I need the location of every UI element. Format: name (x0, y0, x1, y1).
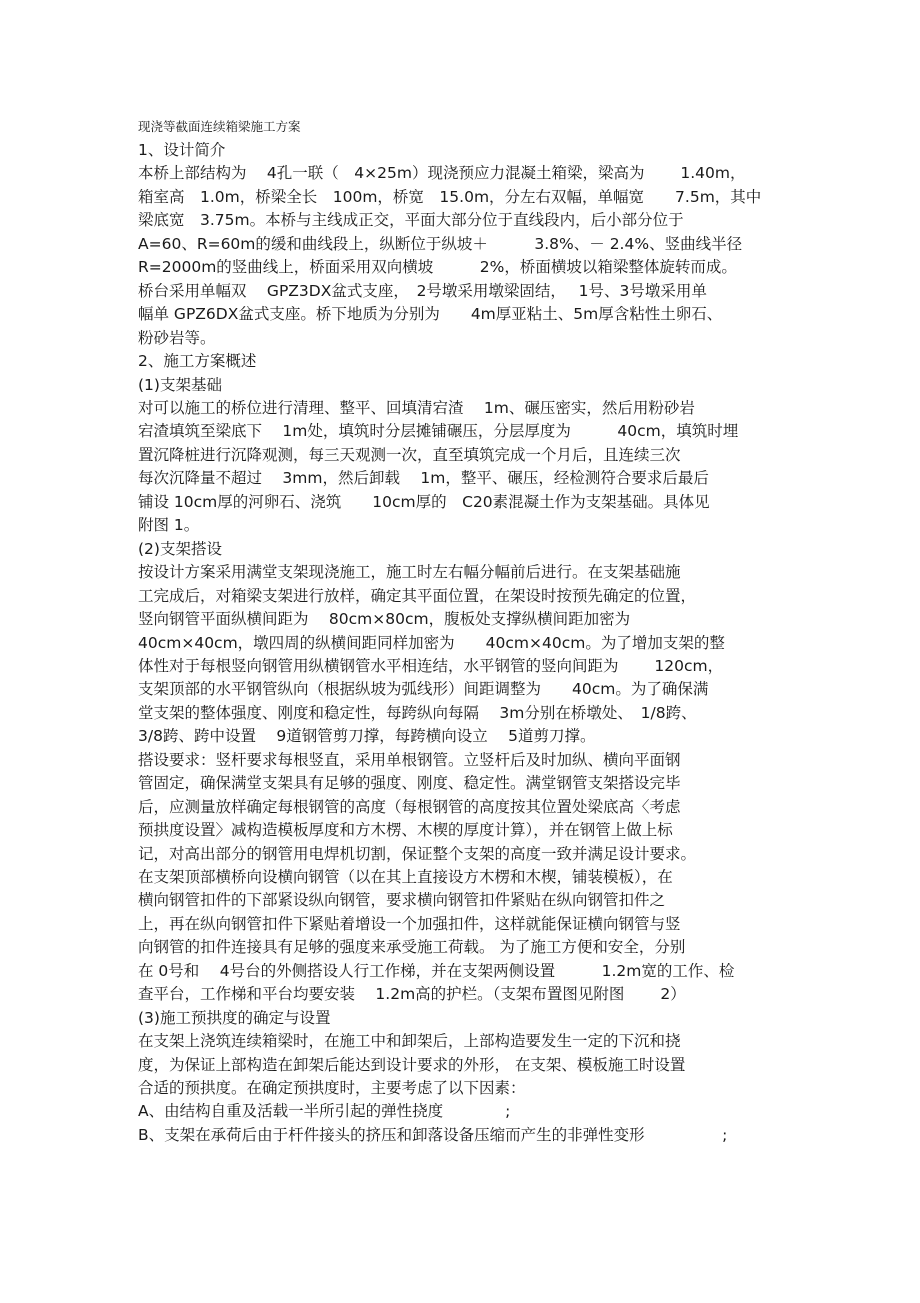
body-line: 搭设要求：竖杆要求每根竖直，采用单根钢管。立竖杆后及时加纵、横向平面钢 (138, 750, 681, 769)
body-line: 后，应测量放样确定每根钢管的高度（每根钢管的高度按其位置处梁底高〈考虑 (138, 797, 681, 816)
body-line: A、由结构自重及活载一半所引起的弹性挠度 ; (138, 1102, 511, 1121)
body-line: 附图 1。 (138, 516, 200, 535)
body-line: 1、设计简介 (138, 141, 226, 159)
body-line: 本桥上部结构为 4孔一联（ 4×25m）现浇预应力混凝土箱梁，梁高为 1.40m， (138, 164, 746, 183)
body-line: (2)支架搭设 (138, 539, 222, 558)
body-line: 管固定，确保满堂支架具有足够的强度、刚度、稳定性。满堂钢管支架搭设完毕 (138, 774, 681, 793)
body-line: 工完成后，对箱梁支架进行放样，确定其平面位置，在架设时按预先确定的位置， (138, 586, 697, 605)
body-line: 竖向钢管平面纵横间距为 80cm×80cm，腹板处支撑纵横间距加密为 (138, 610, 631, 628)
body-line: R=2000m的竖曲线上，桥面采用双向横坡 2%，桥面横坡以箱梁整体旋转而成。 (138, 258, 737, 277)
body-line: 置沉降桩进行沉降观测，每三天观测一次，直至填筑完成一个月后，且连续三次 (138, 445, 681, 464)
body-line: 幅单 GPZ6DX盆式支座。桥下地质为分别为 4m厚亚粘土、5m厚含粘性土卵石、 (138, 305, 723, 324)
body-line: 记，对高出部分的钢管用电焊机切割，保证整个支架的高度一致并满足设计要求。 (138, 844, 697, 863)
body-line: 对可以施工的桥位进行清理、整平、回填清宕渣 1m、碾压密实，然后用粉砂岩 (138, 398, 695, 417)
body-line: 向钢管的扣件连接具有足够的强度来承受施工荷载。 为了施工方便和安全，分别 (138, 938, 686, 957)
body-line: 3/8跨、跨中设置 9道钢管剪刀撑，每跨横向设立 5道剪刀撑。 (138, 727, 596, 746)
body-line: 按设计方案采用满堂支架现浇施工，施工时左右幅分幅前后进行。在支架基础施 (138, 563, 681, 582)
body-line: 在支架上浇筑连续箱梁时，在施工中和卸架后，上部构造要发生一定的下沉和挠 (138, 1032, 681, 1051)
body-line: 横向钢管扣件的下部紧设纵向钢管，要求横向钢管扣件紧贴在纵向钢管扣件之 (138, 891, 666, 910)
document-title: 现浇等截面连续箱梁施工方案 (138, 119, 301, 134)
body-line: 上，再在纵向钢管扣件下紧贴着增设一个加强扣件，这样就能保证横向钢管与竖 (138, 914, 681, 933)
body-line: 预拱度设置〉减构造模板厚度和方木楞、木楔的厚度计算），并在钢管上做上标 (138, 821, 673, 839)
body-line: 体性对于每根竖向钢管用纵横钢管水平相连结，水平钢管的竖向间距为 120cm， (138, 656, 724, 675)
body-line: (1)支架基础 (138, 375, 222, 394)
body-line: B、支架在承荷后由于杆件接头的挤压和卸落设备压缩而产生的非弹性变形 ; (138, 1125, 728, 1144)
body-line: A=60、R=60m的缓和曲线段上，纵断位于纵坡＋ 3.8%、－ 2.4%、竖曲线半径 (138, 234, 743, 253)
body-line: 支架顶部的水平钢管纵向（根据纵坡为弧线形）间距调整为 40cm。为了确保满 (138, 680, 709, 699)
body-line: 2、施工方案概述 (138, 352, 257, 370)
body-line: (3)施工预拱度的确定与设置 (138, 1008, 331, 1027)
body-line: 堂支架的整体强度、刚度和稳定性，每跨纵向每隔 3m分别在桥墩处、 1/8跨、 (138, 703, 697, 722)
body-line: 梁底宽 3.75m。本桥与主线成正交，平面大部分位于直线段内，后小部分位于 (138, 211, 684, 230)
body-line: 宕渣填筑至梁底下 1m处，填筑时分层摊铺碾压，分层厚度为 40cm，填筑时埋 (138, 422, 739, 441)
body-line: 箱室高 1.0m，桥梁全长 100m，桥宽 15.0m，分左右双幅，单幅宽 7.5m，其中 (138, 187, 762, 206)
body-line: 铺设 10cm厚的河卵石、浇筑 10cm厚的 C20素混凝土作为支架基础。具体见 (138, 492, 710, 511)
body-line: 在 0号和 4号台的外侧搭设人行工作梯，并在支架两侧设置 1.2m宽的工作、检 (138, 961, 735, 980)
body-line: 合适的预拱度。在确定预拱度时，主要考虑了以下因素： (138, 1079, 526, 1097)
body-line: 每次沉降量不超过 3mm，然后卸载 1m，整平、碾压，经检测符合要求后最后 (138, 469, 709, 488)
body-line: 度，为保证上部构造在卸架后能达到设计要求的外形， 在支架、模板施工时设置 (138, 1055, 686, 1074)
body-line: 粉砂岩等。 (138, 328, 216, 347)
body-line: 查平台，工作梯和平台均要安装 1.2m高的护栏。（支架布置图见附图 2） (138, 985, 686, 1004)
body-line: 桥台采用单幅双 GPZ3DX盆式支座， 2号墩采用墩梁固结， 1号、3号墩采用单 (138, 281, 707, 300)
body-line: 在支架顶部横桥向设横向钢管（以在其上直接设方木楞和木楔，铺装模板），在 (138, 867, 673, 886)
body-line: 40cm×40cm，墩四周的纵横间距同样加密为 40cm×40cm。为了增加支架的整 (138, 633, 725, 652)
